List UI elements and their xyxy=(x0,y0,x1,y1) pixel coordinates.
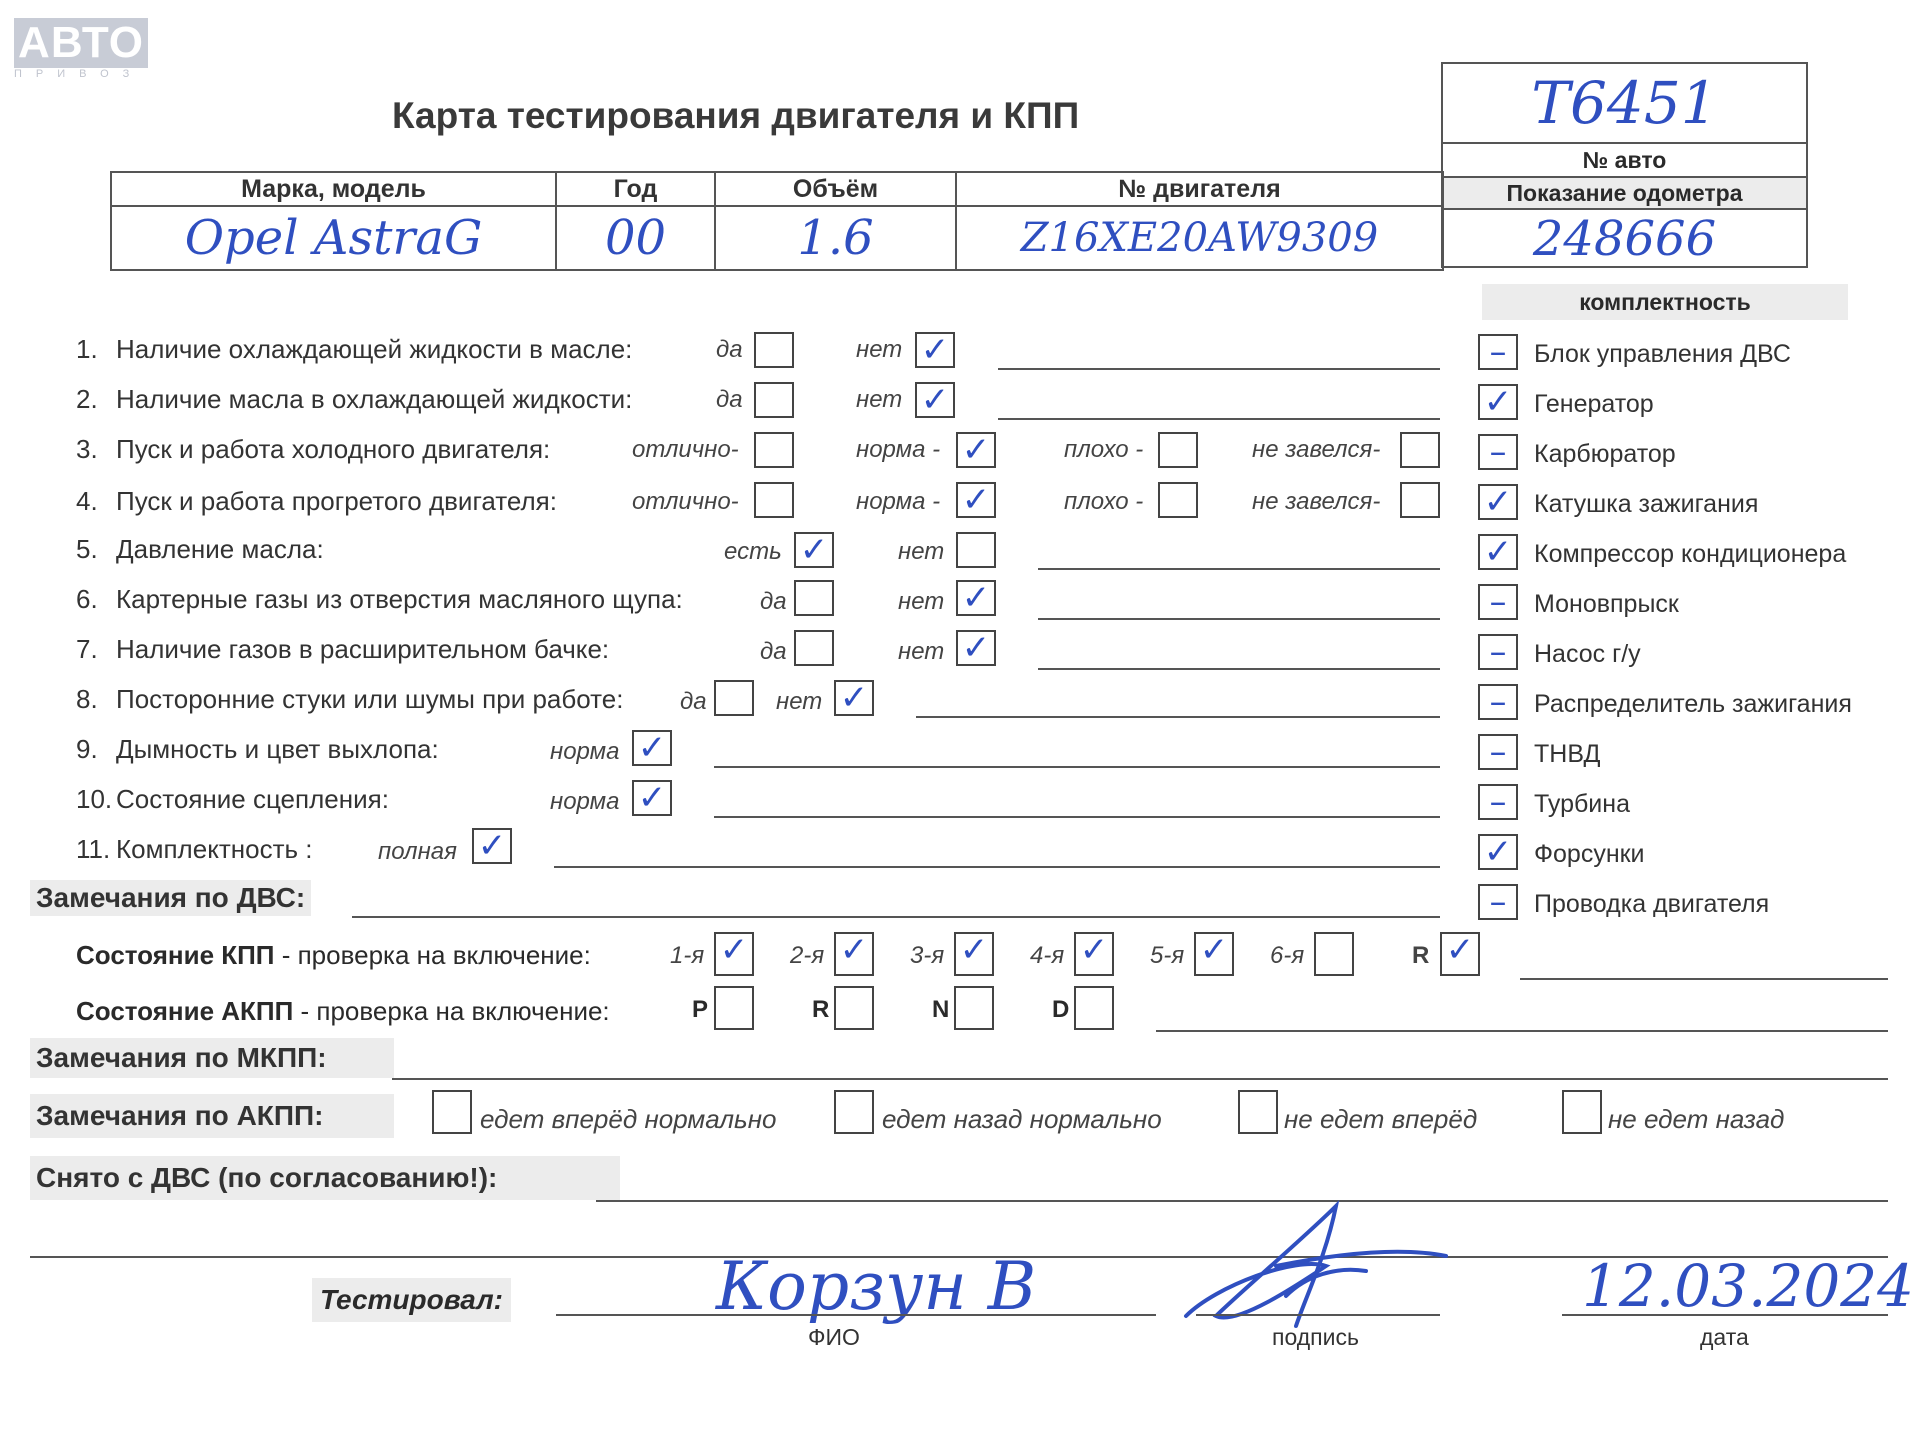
question-number: 8. xyxy=(76,684,98,714)
komplekt-label: Форсунки xyxy=(1534,840,1645,868)
gear-label: 5-я xyxy=(1150,942,1185,969)
gear-checkbox[interactable]: ✓ xyxy=(1074,932,1114,976)
kpp-label-bold: Состояние КПП xyxy=(76,940,275,970)
odometer-label: Показание одометра xyxy=(1443,178,1806,210)
question-number: 5. xyxy=(76,534,98,564)
vehicle-header-table xyxy=(110,171,1444,271)
komplekt-label: Блок управления ДВС xyxy=(1534,340,1791,368)
checkbox[interactable]: ✓ xyxy=(632,730,672,766)
question-number: 7. xyxy=(76,634,98,664)
question-number: 10. xyxy=(76,784,113,814)
checkbox[interactable] xyxy=(714,680,754,716)
option-label: отлично- xyxy=(632,436,739,463)
komplekt-checkbox[interactable]: – xyxy=(1478,784,1518,820)
akpp-option-checkbox[interactable] xyxy=(432,1090,472,1134)
question-text: Давление масла: xyxy=(116,534,324,564)
remarks-akpp-label: Замечания по АКПП: xyxy=(30,1094,394,1138)
col-volume-header: Объём xyxy=(715,172,956,206)
checkbox[interactable]: ✓ xyxy=(794,532,834,568)
komplekt-checkbox[interactable]: ✓ xyxy=(1478,384,1518,420)
komplekt-checkbox[interactable]: ✓ xyxy=(1478,534,1518,570)
gear-label: 4-я xyxy=(1030,942,1065,969)
checkbox[interactable] xyxy=(1400,482,1440,518)
checkbox[interactable] xyxy=(754,332,794,368)
komplekt-checkbox[interactable]: – xyxy=(1478,734,1518,770)
checkbox[interactable]: ✓ xyxy=(956,432,996,468)
question-number: 1. xyxy=(76,334,98,364)
komplekt-label: Карбюратор xyxy=(1534,440,1676,468)
komplekt-label: ТНВД xyxy=(1534,740,1601,768)
checkbox[interactable] xyxy=(754,432,794,468)
option-label: нет xyxy=(898,638,945,665)
gear-checkbox[interactable] xyxy=(1314,932,1354,976)
akpp-option-label: не едет вперёд xyxy=(1284,1104,1478,1134)
komplekt-label: Генератор xyxy=(1534,390,1654,418)
checkbox[interactable]: ✓ xyxy=(956,482,996,518)
option-label: норма - xyxy=(856,488,941,515)
name-line xyxy=(556,1314,1156,1316)
option-label: есть xyxy=(724,538,782,565)
komplekt-label: Распределитель зажигания xyxy=(1534,690,1852,718)
kpp-note-line xyxy=(1520,978,1888,980)
option-label: да xyxy=(760,638,787,665)
checkbox[interactable]: ✓ xyxy=(915,382,955,418)
tester-name: Корзун В xyxy=(716,1248,1037,1325)
note-line xyxy=(714,816,1440,818)
question-number: 2. xyxy=(76,384,98,414)
volume-value: 1.6 xyxy=(715,206,956,270)
komplekt-checkbox[interactable]: – xyxy=(1478,634,1518,670)
akpp-mode-checkbox[interactable] xyxy=(834,986,874,1030)
akpp-label xyxy=(76,996,610,1027)
question-number: 9. xyxy=(76,734,98,764)
signature-line xyxy=(1196,1314,1440,1316)
checkbox[interactable]: ✓ xyxy=(632,780,672,816)
auto-number-box xyxy=(1441,62,1808,268)
kpp-label-rest: - проверка на включение: xyxy=(274,940,591,970)
gear-label: R xyxy=(1412,942,1430,969)
engine-number-value: Z16XE20AW9309 xyxy=(956,206,1443,270)
akpp-label-rest: - проверка на включение: xyxy=(293,996,610,1026)
checkbox[interactable] xyxy=(1400,432,1440,468)
komplekt-checkbox[interactable]: – xyxy=(1478,434,1518,470)
option-label: не завелся- xyxy=(1252,436,1381,463)
checkbox[interactable] xyxy=(1158,432,1198,468)
note-line xyxy=(998,418,1440,420)
option-label: полная xyxy=(378,838,457,865)
option-label: норма - xyxy=(856,436,941,463)
make-value: Opel AstraG xyxy=(111,206,556,270)
col-engine-header: № двигателя xyxy=(956,172,1443,206)
question-number: 6. xyxy=(76,584,98,614)
note-line xyxy=(1038,668,1440,670)
gear-checkbox[interactable]: ✓ xyxy=(714,932,754,976)
gear-checkbox[interactable]: ✓ xyxy=(1194,932,1234,976)
note-line xyxy=(998,368,1440,370)
question-text: Наличие охлаждающей жидкости в масле: xyxy=(116,334,633,364)
odometer-value: 248666 xyxy=(1532,211,1717,267)
question-number: 3. xyxy=(76,434,98,464)
checkbox[interactable] xyxy=(956,532,996,568)
akpp-mode-label: N xyxy=(932,996,950,1023)
option-label: нет xyxy=(898,538,945,565)
akpp-option-label: едет назад нормально xyxy=(882,1104,1162,1134)
option-label: нет xyxy=(898,588,945,615)
akpp-option-label: едет вперёд нормально xyxy=(480,1104,777,1134)
question-text: Пуск и работа холодного двигателя: xyxy=(116,434,551,464)
option-label: нет xyxy=(776,688,823,715)
komplekt-label: Турбина xyxy=(1534,790,1630,818)
kpp-label xyxy=(76,940,591,971)
option-label: норма xyxy=(550,788,620,815)
signature-caption: подпись xyxy=(1272,1324,1359,1350)
gear-label: 1-я xyxy=(670,942,705,969)
question-text: Пуск и работа прогретого двигателя: xyxy=(116,486,557,516)
option-label: да xyxy=(760,588,787,615)
akpp-mode-checkbox[interactable] xyxy=(1074,986,1114,1030)
option-label: да xyxy=(680,688,707,715)
akpp-option-checkbox[interactable] xyxy=(834,1090,874,1134)
remarks-dvs-label: Замечания по ДВС: xyxy=(30,880,311,916)
note-line xyxy=(714,766,1440,768)
option-label: да xyxy=(716,336,743,363)
komplekt-label: Компрессор кондиционера xyxy=(1534,540,1847,568)
komplekt-checkbox[interactable]: ✓ xyxy=(1478,484,1518,520)
logo-subtitle: ПРИВОЗ xyxy=(14,68,144,80)
question-number: 4. xyxy=(76,486,98,516)
gear-label: 6-я xyxy=(1270,942,1305,969)
checkbox[interactable]: ✓ xyxy=(472,828,512,864)
checkbox[interactable] xyxy=(1158,482,1198,518)
option-label: да xyxy=(716,386,743,413)
gear-label: 3-я xyxy=(910,942,945,969)
question-text: Наличие газов в расширительном бачке: xyxy=(116,634,610,664)
remarks-dvs-line xyxy=(352,916,1440,918)
question-text: Наличие масла в охлаждающей жидкости: xyxy=(116,384,633,414)
name-caption: ФИО xyxy=(808,1324,860,1350)
checkbox[interactable]: ✓ xyxy=(915,332,955,368)
komplekt-label: Проводка двигателя xyxy=(1534,890,1770,918)
komplekt-label: Насос г/у xyxy=(1534,640,1641,668)
akpp-label-bold: Состояние АКПП xyxy=(76,996,294,1026)
komplekt-label: Катушка зажигания xyxy=(1534,490,1759,518)
note-line xyxy=(916,716,1440,718)
question-number: 11. xyxy=(76,834,111,864)
note-line xyxy=(1038,618,1440,620)
col-make-header: Марка, модель xyxy=(111,172,556,206)
date-caption: дата xyxy=(1700,1324,1749,1350)
gear-checkbox[interactable]: ✓ xyxy=(954,932,994,976)
akpp-option-checkbox[interactable] xyxy=(1238,1090,1278,1134)
option-label: нет xyxy=(856,336,903,363)
checkbox[interactable] xyxy=(794,630,834,666)
komplekt-label: Моновпрыск xyxy=(1534,590,1679,618)
akpp-mode-label: D xyxy=(1052,996,1070,1023)
option-label: не завелся- xyxy=(1252,488,1381,515)
col-year-header: Год xyxy=(556,172,715,206)
akpp-mode-label: R xyxy=(812,996,830,1023)
checkbox[interactable] xyxy=(754,382,794,418)
test-date: 12.03.2024 xyxy=(1582,1252,1915,1320)
logo: АВТО xyxy=(14,18,148,68)
komplekt-title: комплектность xyxy=(1482,284,1848,320)
komplekt-checkbox[interactable]: – xyxy=(1478,884,1518,920)
auto-number: T6451 xyxy=(1443,64,1806,144)
remarks-mkpp-line xyxy=(392,1078,1888,1080)
question-text: Состояние сцепления: xyxy=(116,784,389,814)
question-text: Комплектность : xyxy=(116,834,313,864)
gear-label: 2-я xyxy=(790,942,825,969)
komplekt-checkbox[interactable]: – xyxy=(1478,684,1518,720)
checkbox[interactable] xyxy=(794,580,834,616)
note-line xyxy=(1038,568,1440,570)
question-text: Посторонние стуки или шумы при работе: xyxy=(116,684,624,714)
question-text: Дымность и цвет выхлопа: xyxy=(116,734,439,764)
checkbox[interactable]: ✓ xyxy=(834,680,874,716)
akpp-mode-checkbox[interactable] xyxy=(954,986,994,1030)
checkbox[interactable]: ✓ xyxy=(956,630,996,666)
option-label: плохо - xyxy=(1064,488,1144,515)
question-text: Картерные газы из отверстия масляного щупа: xyxy=(116,584,683,614)
gear-checkbox[interactable]: ✓ xyxy=(834,932,874,976)
year-value: 00 xyxy=(556,206,715,270)
akpp-option-label: не едет назад xyxy=(1608,1104,1785,1134)
option-label: плохо - xyxy=(1064,436,1144,463)
akpp-mode-label: P xyxy=(692,996,709,1023)
option-label: нет xyxy=(856,386,903,413)
note-line xyxy=(554,866,1440,868)
komplekt-checkbox[interactable]: ✓ xyxy=(1478,834,1518,870)
remarks-mkpp-label: Замечания по МКПП: xyxy=(30,1038,394,1078)
komplekt-checkbox[interactable]: – xyxy=(1478,584,1518,620)
page-title: Карта тестирования двигателя и КПП xyxy=(392,95,1080,136)
checkbox[interactable] xyxy=(754,482,794,518)
option-label: норма xyxy=(550,738,620,765)
auto-number-label: № авто xyxy=(1443,144,1806,178)
akpp-mode-checkbox[interactable] xyxy=(714,986,754,1030)
date-line xyxy=(1562,1314,1888,1316)
option-label: отлично- xyxy=(632,488,739,515)
akpp-note-line xyxy=(1156,1030,1888,1032)
komplekt-checkbox[interactable]: – xyxy=(1478,334,1518,370)
tested-label: Тестировал: xyxy=(312,1278,511,1322)
checkbox[interactable]: ✓ xyxy=(956,580,996,616)
akpp-option-checkbox[interactable] xyxy=(1562,1090,1602,1134)
gear-checkbox[interactable]: ✓ xyxy=(1440,932,1480,976)
removed-label: Снято с ДВС (по согласованию!): xyxy=(30,1156,620,1200)
